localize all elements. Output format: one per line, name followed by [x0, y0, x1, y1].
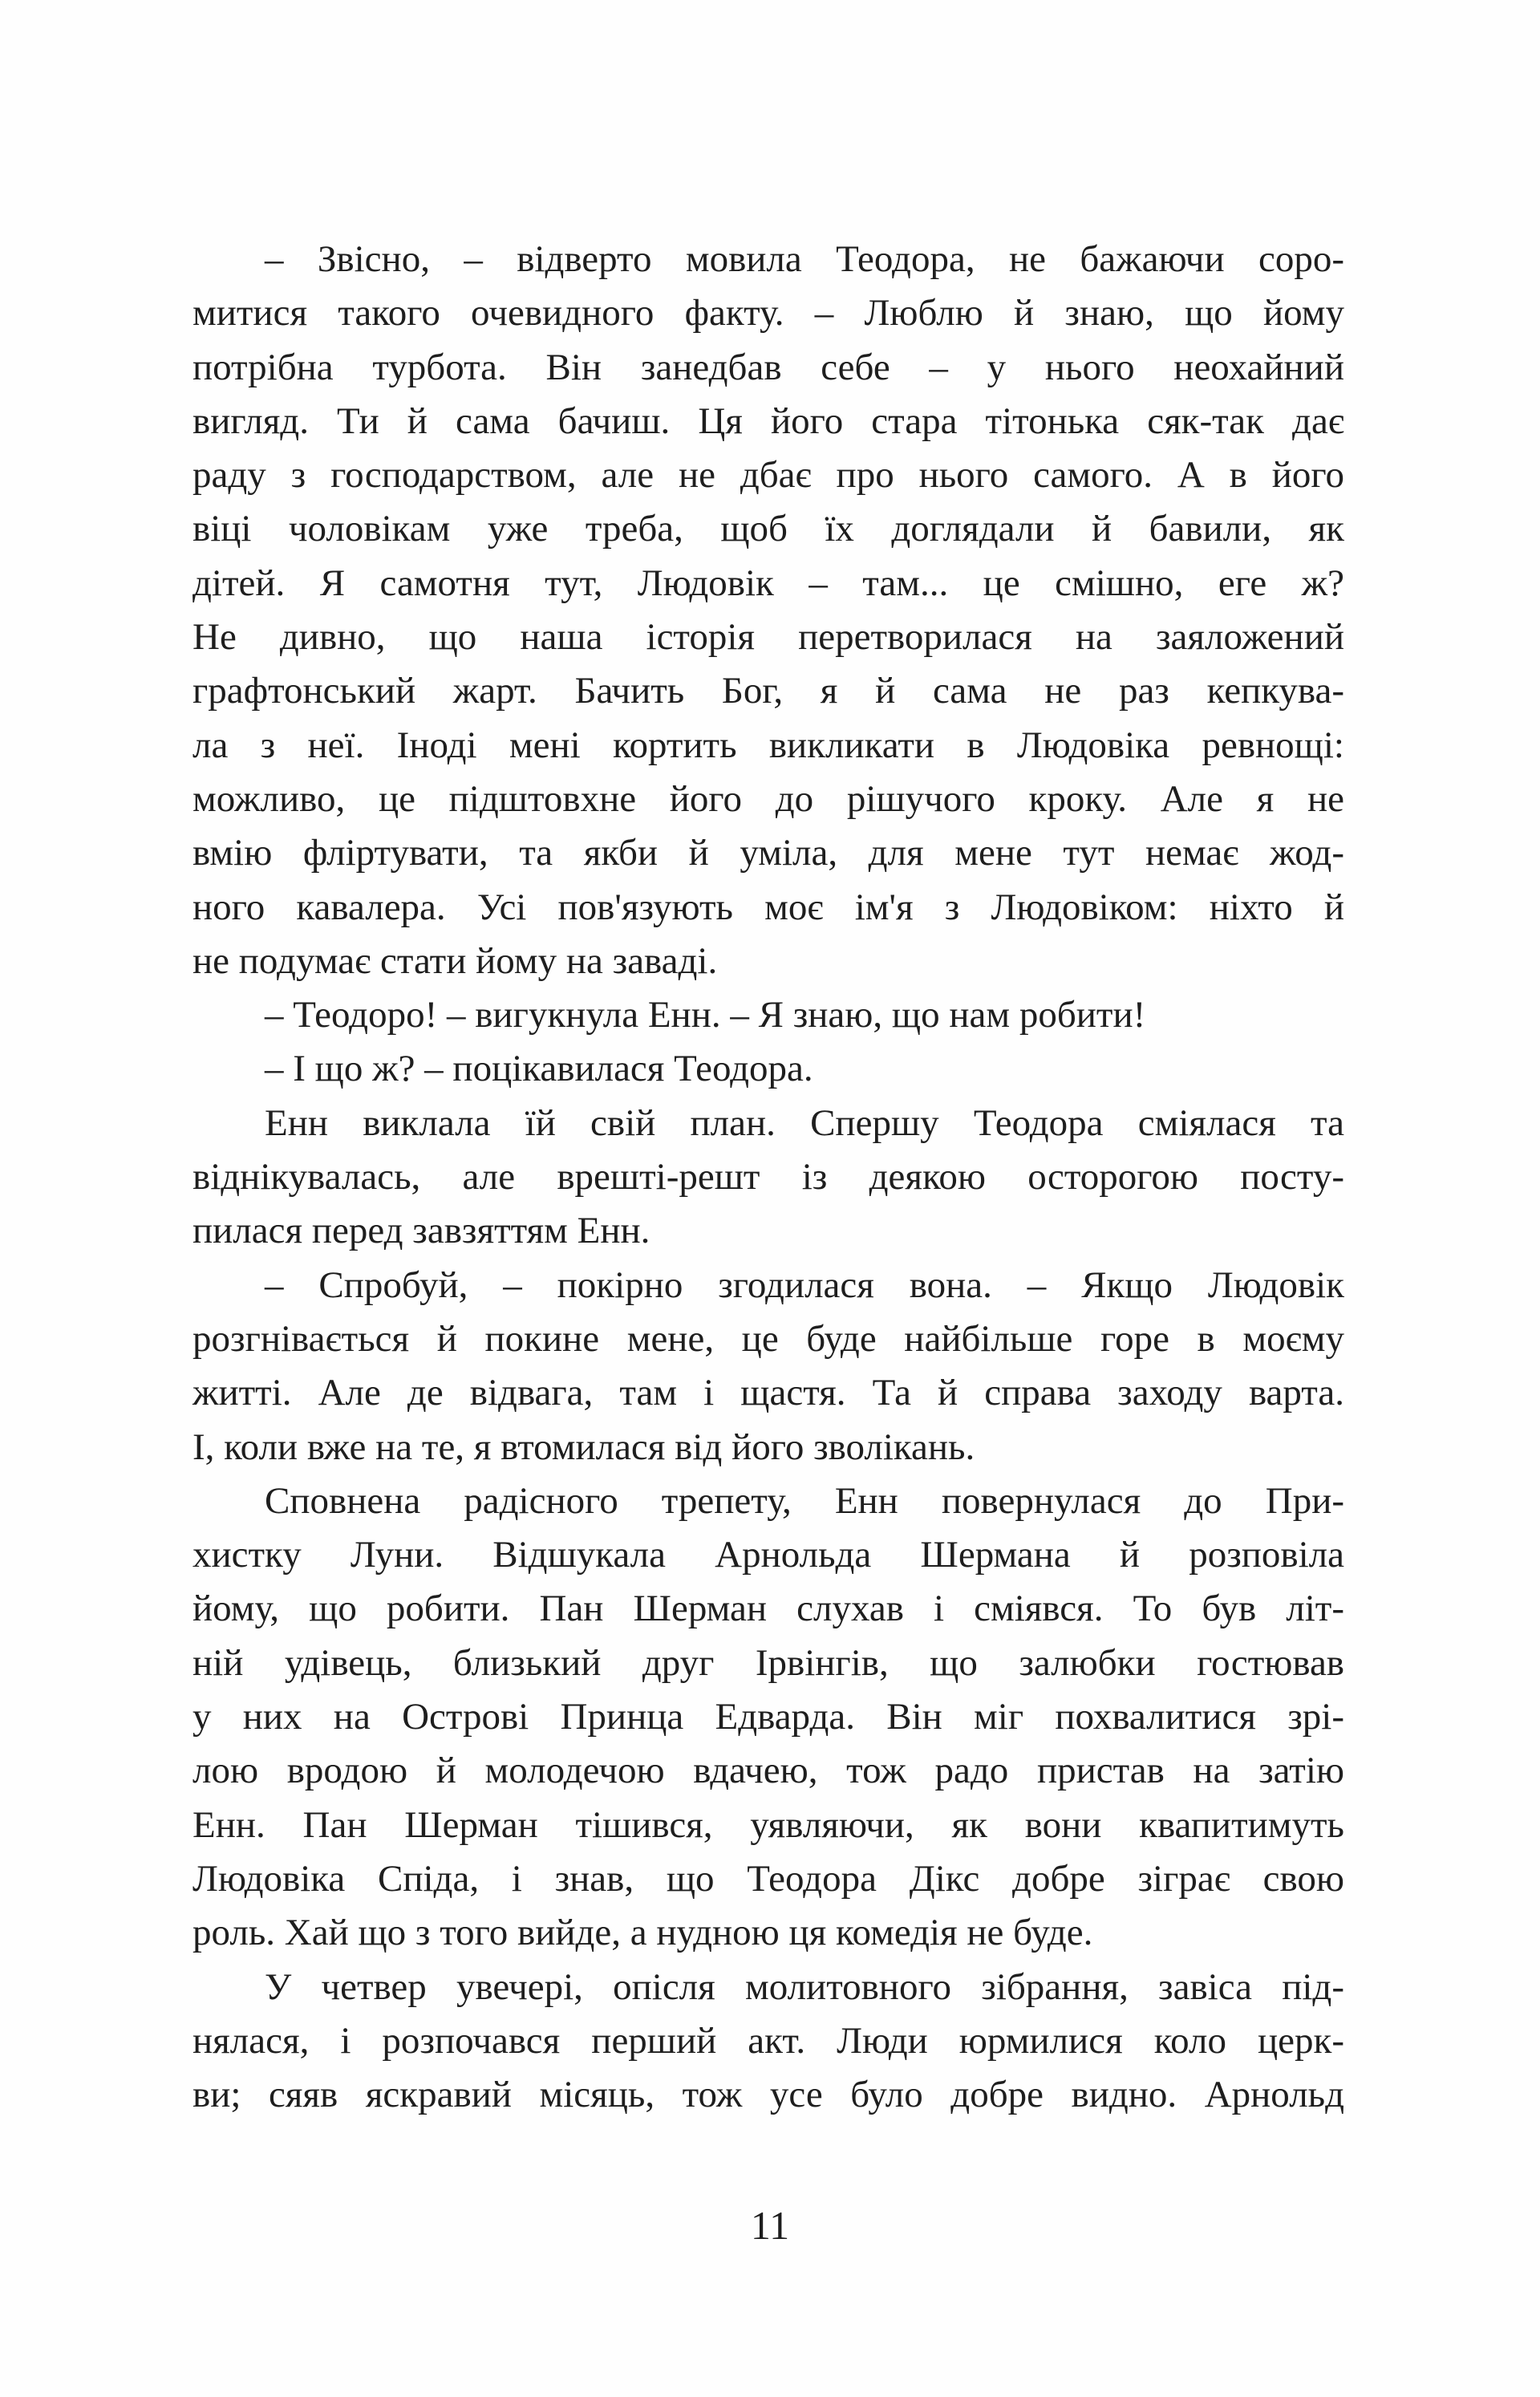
text-line: йому, що робити. Пан Шерман слухав і сміявся. То був літ- [192, 1588, 1344, 1630]
body-text [192, 233, 1344, 2122]
text-line: нялася, і розпочався перший акт. Люди юрмилися коло церк- [192, 2019, 1344, 2062]
text-line: роль. Хай що з того вийде, а нудною ця комедія не буде. [192, 1912, 1093, 1954]
text-line: митися такого очевидного факту. – Люблю й знаю, що йому [192, 292, 1344, 335]
text-line: – І що ж? – поцікавилася Теодора. [265, 1048, 813, 1090]
paragraph [192, 1961, 1344, 2123]
text-line: ви; сяяв яскравий місяць, тож усе було добре видно. Арнольд [192, 2074, 1344, 2116]
text-line: пилася перед завзяттям Енн. [192, 1210, 650, 1252]
text-line: Не дивно, що наша історія перетворилася на заяложений [192, 616, 1344, 659]
text-line: Людовіка Спіда, і знав, що Теодора Дікс добре зіграє свою [192, 1857, 1344, 1900]
text-line: раду з господарством, але не дбає про нього самого. А в його [192, 454, 1344, 497]
text-line: лою вродою й молодечою вдачею, тож радо пристав на затію [192, 1750, 1344, 1792]
text-line: ла з неї. Іноді мені кортить викликати в Людовіка ревнощі: [192, 724, 1344, 766]
text-line: І, коли вже на те, я втомилася від його зволікань. [192, 1426, 975, 1468]
text-line: У четвер увечері, опісля молитовного зібрання, завіса під- [265, 1965, 1344, 2008]
text-line: графтонський жарт. Бачить Бог, я й сама не раз кепкува- [192, 670, 1344, 712]
text-line: вигляд. Ти й сама бачиш. Ця його стара тітонька сяк-так дає [192, 400, 1344, 442]
text-line: дітей. Я самотня тут, Людовік – там... це смішно, еге ж? [192, 562, 1344, 604]
text-line: вмію фліртувати, та якби й уміла, для мене тут немає жод- [192, 832, 1344, 874]
text-line: потрібна турбота. Він занедбав себе – у нього неохайний [192, 346, 1344, 388]
text-line: житті. Але де відвага, там і щастя. Та й справа заходу варта. [192, 1372, 1344, 1414]
text-line: – Звісно, – відверто мовила Теодора, не бажаючи соро- [265, 238, 1344, 280]
text-line: віднікувалась, але врешті-решт із деякою осторогою посту- [192, 1156, 1344, 1198]
text-line: хистку Луни. Відшукала Арнольда Шермана й розповіла [192, 1534, 1344, 1576]
text-line: Енн. Пан Шерман тішився, уявляючи, як вони квапитимуть [192, 1803, 1344, 1846]
text-line: не подумає стати йому на заваді. [192, 939, 718, 982]
text-line: ного кавалера. Усі пов'язують моє ім'я з Людовіком: ніхто й [192, 886, 1344, 928]
paragraph [192, 1474, 1344, 1961]
text-line: у них на Острові Принца Едварда. Він міг похвалитися зрі- [192, 1696, 1344, 1738]
text-line: віці чоловікам уже треба, щоб їх доглядали й бавили, як [192, 508, 1344, 550]
text-line: Енн виклала їй свій план. Спершу Теодора сміялася та [265, 1101, 1344, 1144]
paragraph [192, 1097, 1344, 1259]
text-line: – Теодоро! – вигукнула Енн. – Я знаю, що нам робити! [265, 994, 1146, 1036]
text-line: ній удівець, близький друг Ірвінгів, що залюбки гостював [192, 1641, 1344, 1684]
page-number: 11 [750, 2203, 790, 2248]
paragraph [192, 1042, 1344, 1096]
text-line: розгнівається й покине мене, це буде найбільше горе в моєму [192, 1317, 1344, 1360]
paragraph [192, 233, 1344, 988]
text-line: Сповнена радісного трепету, Енн повернулася до При- [265, 1479, 1344, 1522]
text-line: можливо, це підштовхне його до рішучого кроку. Але я не [192, 777, 1344, 820]
paragraph [192, 1259, 1344, 1474]
text-line: – Спробуй, – покірно згодилася вона. – Якщо Людовік [265, 1263, 1344, 1306]
paragraph [192, 988, 1344, 1042]
